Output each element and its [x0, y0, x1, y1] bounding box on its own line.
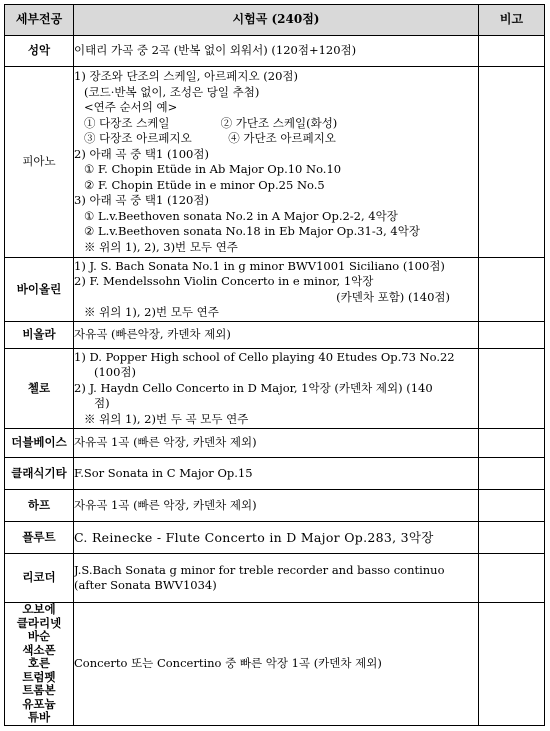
major-trombone: 트롬본	[22, 683, 56, 698]
major-bassoon: 바순	[27, 629, 51, 644]
pieces-doublebass	[74, 429, 479, 458]
major-vocal: 성악	[5, 36, 74, 67]
cello-line-4: 점)	[94, 396, 110, 411]
row-cello	[5, 349, 545, 429]
piano-line-7: ① F. Chopin Etüde in Ab Major Op.10 No.10	[84, 162, 342, 176]
header-row	[5, 5, 545, 36]
cello-line-1: 1) D. Popper High school of Cello playing 40 Etudes Op.73 No.22	[74, 349, 455, 364]
guitar-line-1: F.Sor Sonata in C Major Op.15	[74, 465, 253, 480]
piano-line-8: ② F. Chopin Etüde in e minor Op.25 No.5	[84, 177, 325, 192]
violin-line-1: 1) J. S. Bach Sonata No.1 in g minor BWV1001 Siciliano (100점)	[74, 258, 445, 273]
note-viola	[479, 322, 545, 349]
row-doublebass	[5, 429, 545, 458]
doublebass-line-1: 자유곡 1곡 (빠른 악장, 카덴차 제외)	[74, 435, 257, 450]
major-harp: 하프	[5, 490, 74, 522]
pieces-winds	[74, 603, 479, 726]
pieces-flute	[74, 522, 479, 554]
harp-line-1: 자유곡 1곡 (빠른 악장, 카덴차 제외)	[74, 497, 257, 512]
violin-line-4: ※ 위의 1), 2)번 모두 연주	[84, 305, 219, 319]
row-violin	[5, 258, 545, 322]
cello-line-5: ※ 위의 1), 2)번 두 곡 모두 연주	[84, 411, 249, 426]
piano-line-3: <연주 순서의 예>	[84, 100, 178, 114]
pieces-guitar	[74, 458, 479, 490]
violin-line-3: (카덴차 포함) (140점)	[336, 289, 450, 304]
note-piano	[479, 67, 545, 258]
pieces-viola	[74, 322, 479, 349]
note-guitar	[479, 458, 545, 490]
major-cello: 첼로	[5, 349, 74, 429]
major-flute: 플루트	[5, 522, 74, 554]
row-viola	[5, 322, 545, 349]
exam-table	[4, 4, 545, 726]
recorder-line-1: J.S.Bach Sonata g minor for treble recorder and basso continuo	[74, 562, 445, 577]
major-guitar: 클래식기타	[5, 458, 74, 490]
note-recorder	[479, 554, 545, 603]
major-violin: 바이올린	[5, 258, 74, 322]
major-euphonium: 유포늄	[22, 696, 56, 711]
piano-line-4: ① 다장조 스케일 ② 가단조 스케일(화성)	[84, 115, 338, 130]
major-winds	[5, 603, 74, 726]
header-major: 세부전공	[5, 5, 74, 36]
note-winds	[479, 603, 545, 726]
pieces-recorder	[74, 554, 479, 603]
note-harp	[479, 490, 545, 522]
winds-line-1: Concerto 또는 Concertino 중 빠른 악장 1곡 (카덴차 제외)	[74, 656, 382, 671]
row-piano	[5, 67, 545, 258]
row-flute	[5, 522, 545, 554]
piano-line-12: ※ 위의 1), 2), 3)번 모두 연주	[84, 239, 238, 254]
major-clarinet: 클라리넷	[16, 615, 62, 630]
piano-line-1: 1) 장조와 단조의 스케일, 아르페지오 (20점)	[74, 69, 298, 83]
piano-line-6: 2) 아래 곡 중 택1 (100점)	[74, 146, 209, 161]
row-vocal	[5, 36, 545, 67]
vocal-line-1: 이태리 가곡 중 2곡 (반복 없이 외워서) (120점+120점)	[74, 43, 357, 58]
major-viola: 비올라	[5, 322, 74, 349]
cello-line-2: (100점)	[94, 365, 137, 380]
piano-line-5: ③ 다장조 아르페지오 ④ 가단조 아르페지오	[84, 131, 336, 145]
major-saxophone: 색소폰	[22, 642, 56, 657]
cello-line-3: 2) J. Haydn Cello Concerto in D Major, 1악장 (카덴차 제외) (140	[74, 380, 433, 395]
major-oboe: 오보에	[22, 602, 56, 617]
major-trumpet: 트럼펫	[22, 669, 56, 684]
piano-line-11: ② L.v.Beethoven sonata No.18 in Eb Major Op.31-3, 4악장	[84, 224, 420, 238]
row-guitar	[5, 458, 545, 490]
row-recorder	[5, 554, 545, 603]
note-vocal	[479, 36, 545, 67]
viola-line-1: 자유곡 (빠른악장, 카덴차 제외)	[74, 327, 231, 342]
header-note: 비고	[479, 5, 545, 36]
note-doublebass	[479, 429, 545, 458]
pieces-vocal	[74, 36, 479, 67]
flute-line-1: C. Reinecke - Flute Concerto in D Major Op.283, 3악장	[74, 529, 434, 545]
pieces-piano	[74, 67, 479, 258]
note-flute	[479, 522, 545, 554]
major-doublebass: 더블베이스	[5, 429, 74, 458]
header-pieces: 시험곡 (240점)	[74, 5, 479, 36]
row-winds	[5, 603, 545, 726]
note-cello	[479, 349, 545, 429]
violin-line-2: 2) F. Mendelssohn Violin Concerto in e minor, 1악장	[74, 274, 374, 288]
major-tuba: 튜바	[27, 710, 51, 725]
pieces-cello	[74, 349, 479, 429]
piano-line-2: (코드·반복 없이, 조성은 당일 추첨)	[84, 84, 260, 99]
piano-line-10: ① L.v.Beethoven sonata No.2 in A Major Op.2-2, 4악장	[84, 208, 398, 223]
major-horn: 호른	[27, 656, 51, 671]
major-recorder: 리코더	[5, 554, 74, 603]
recorder-line-2: (after Sonata BWV1034)	[74, 578, 217, 592]
piano-line-9: 3) 아래 곡 중 택1 (120점)	[74, 193, 209, 207]
major-piano: 피아노	[5, 67, 74, 258]
note-violin	[479, 258, 545, 322]
row-harp	[5, 490, 545, 522]
pieces-violin	[74, 258, 479, 322]
pieces-harp	[74, 490, 479, 522]
